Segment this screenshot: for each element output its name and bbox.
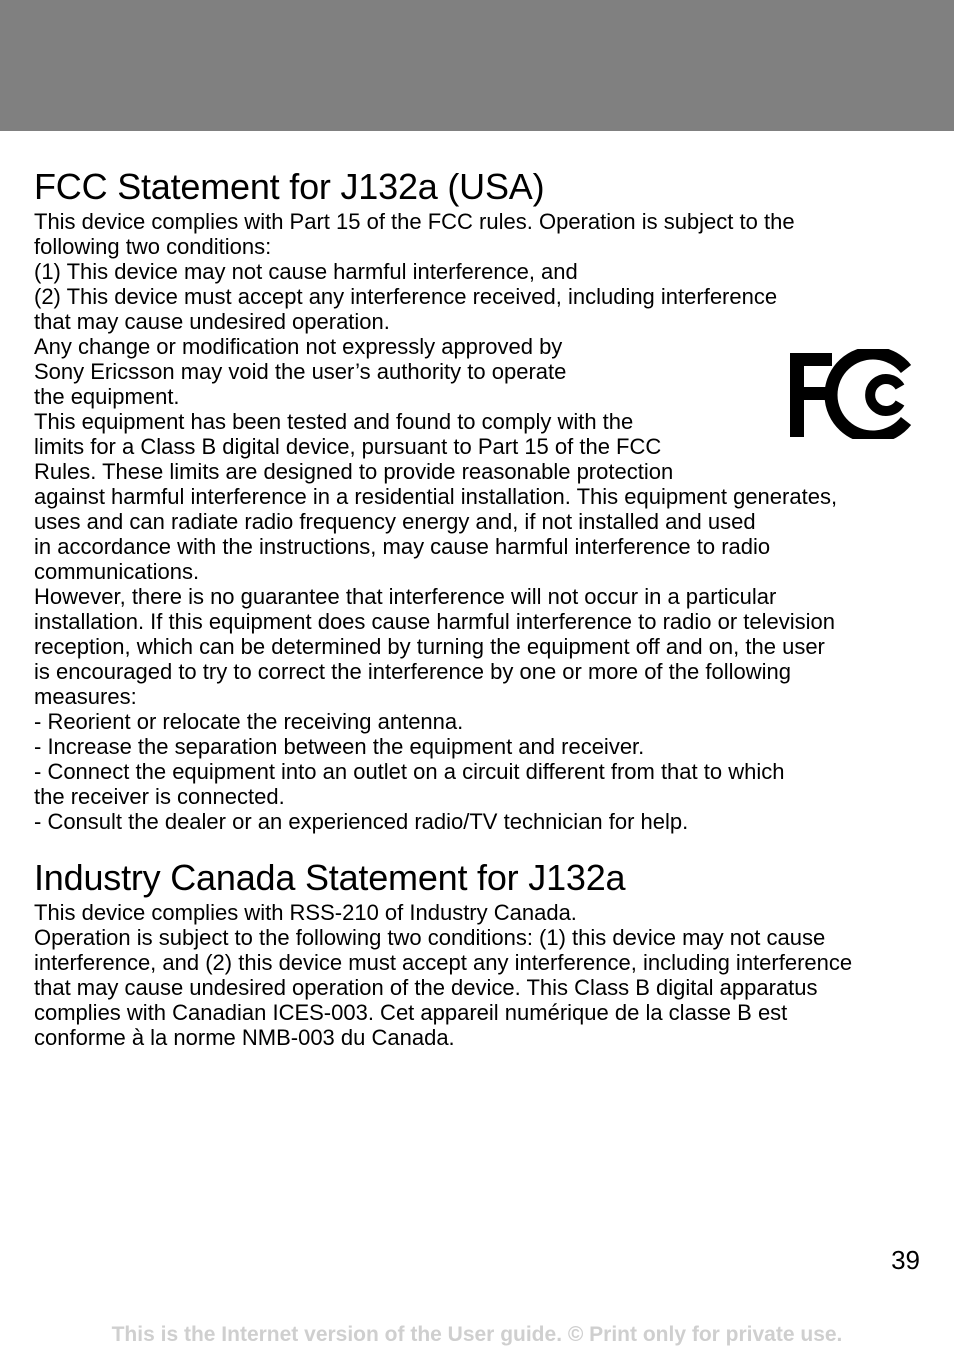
fcc-body (34, 209, 920, 834)
canada-line: interference, and (2) this device must accept any interference, including interference (34, 950, 853, 975)
fcc-line: Any change or modification not expressly approved by (34, 334, 563, 359)
canada-body (34, 900, 920, 1050)
fcc-line: However, there is no guarantee that interference will not occur in a particular (34, 584, 777, 609)
fcc-line: in accordance with the instructions, may cause harmful interference to radio (34, 534, 771, 559)
fcc-line: (2) This device must accept any interference received, including interference (34, 284, 778, 309)
canada-line: complies with Canadian ICES-003. Cet appareil numérique de la classe B est (34, 1000, 788, 1025)
fcc-line: communications. (34, 559, 200, 584)
fcc-line: the equipment. (34, 384, 180, 409)
fcc-line: Sony Ericsson may void the user’s authority to operate (34, 359, 567, 384)
canada-line: that may cause undesired operation of the device. This Class B digital apparatus (34, 975, 818, 1000)
fcc-line: installation. If this equipment does cause harmful interference to radio or television (34, 609, 835, 634)
page-number: 39 (891, 1245, 920, 1275)
fcc-line: Rules. These limits are designed to provide reasonable protection (34, 459, 674, 484)
document-body (34, 165, 920, 1050)
fcc-logo-icon (788, 349, 914, 439)
fcc-line: (1) This device may not cause harmful interference, and (34, 259, 578, 284)
fcc-line: - Reorient or relocate the receiving antenna. (34, 709, 464, 734)
fcc-line: - Consult the dealer or an experienced radio/TV technician for help. (34, 809, 689, 834)
fcc-line: measures: (34, 684, 137, 709)
fcc-heading: FCC Statement for J132a (USA) (34, 166, 545, 207)
section-spacer (34, 834, 920, 856)
header-band (0, 0, 954, 131)
canada-heading: Industry Canada Statement for J132a (34, 857, 626, 898)
fcc-line: uses and can radiate radio frequency energy and, if not installed and used (34, 509, 756, 534)
fcc-line: that may cause undesired operation. (34, 309, 390, 334)
fcc-section (34, 165, 920, 834)
canada-line: conforme à la norme NMB-003 du Canada. (34, 1025, 455, 1050)
fcc-line: - Increase the separation between the equipment and receiver. (34, 734, 645, 759)
fcc-line: - Connect the equipment into an outlet on a circuit different from that to which (34, 759, 785, 784)
fcc-line: is encouraged to try to correct the interference by one or more of the following (34, 659, 791, 684)
canada-line: Operation is subject to the following two conditions: (1) this device may not cause (34, 925, 826, 950)
canada-section (34, 856, 920, 1050)
fcc-line: following two conditions: (34, 234, 272, 259)
fcc-line: against harmful interference in a residential installation. This equipment generates, (34, 484, 838, 509)
fcc-line: reception, which can be determined by turning the equipment off and on, the user (34, 634, 825, 659)
fcc-line: the receiver is connected. (34, 784, 285, 809)
fcc-line: This device complies with Part 15 of the FCC rules. Operation is subject to the (34, 209, 795, 234)
footer-notice: This is the Internet version of the User guide. © Print only for private use. (111, 1323, 843, 1346)
fcc-line: limits for a Class B digital device, pursuant to Part 15 of the FCC (34, 434, 662, 459)
fcc-line: This equipment has been tested and found to comply with the (34, 409, 634, 434)
canada-line: This device complies with RSS-210 of Industry Canada. (34, 900, 577, 925)
